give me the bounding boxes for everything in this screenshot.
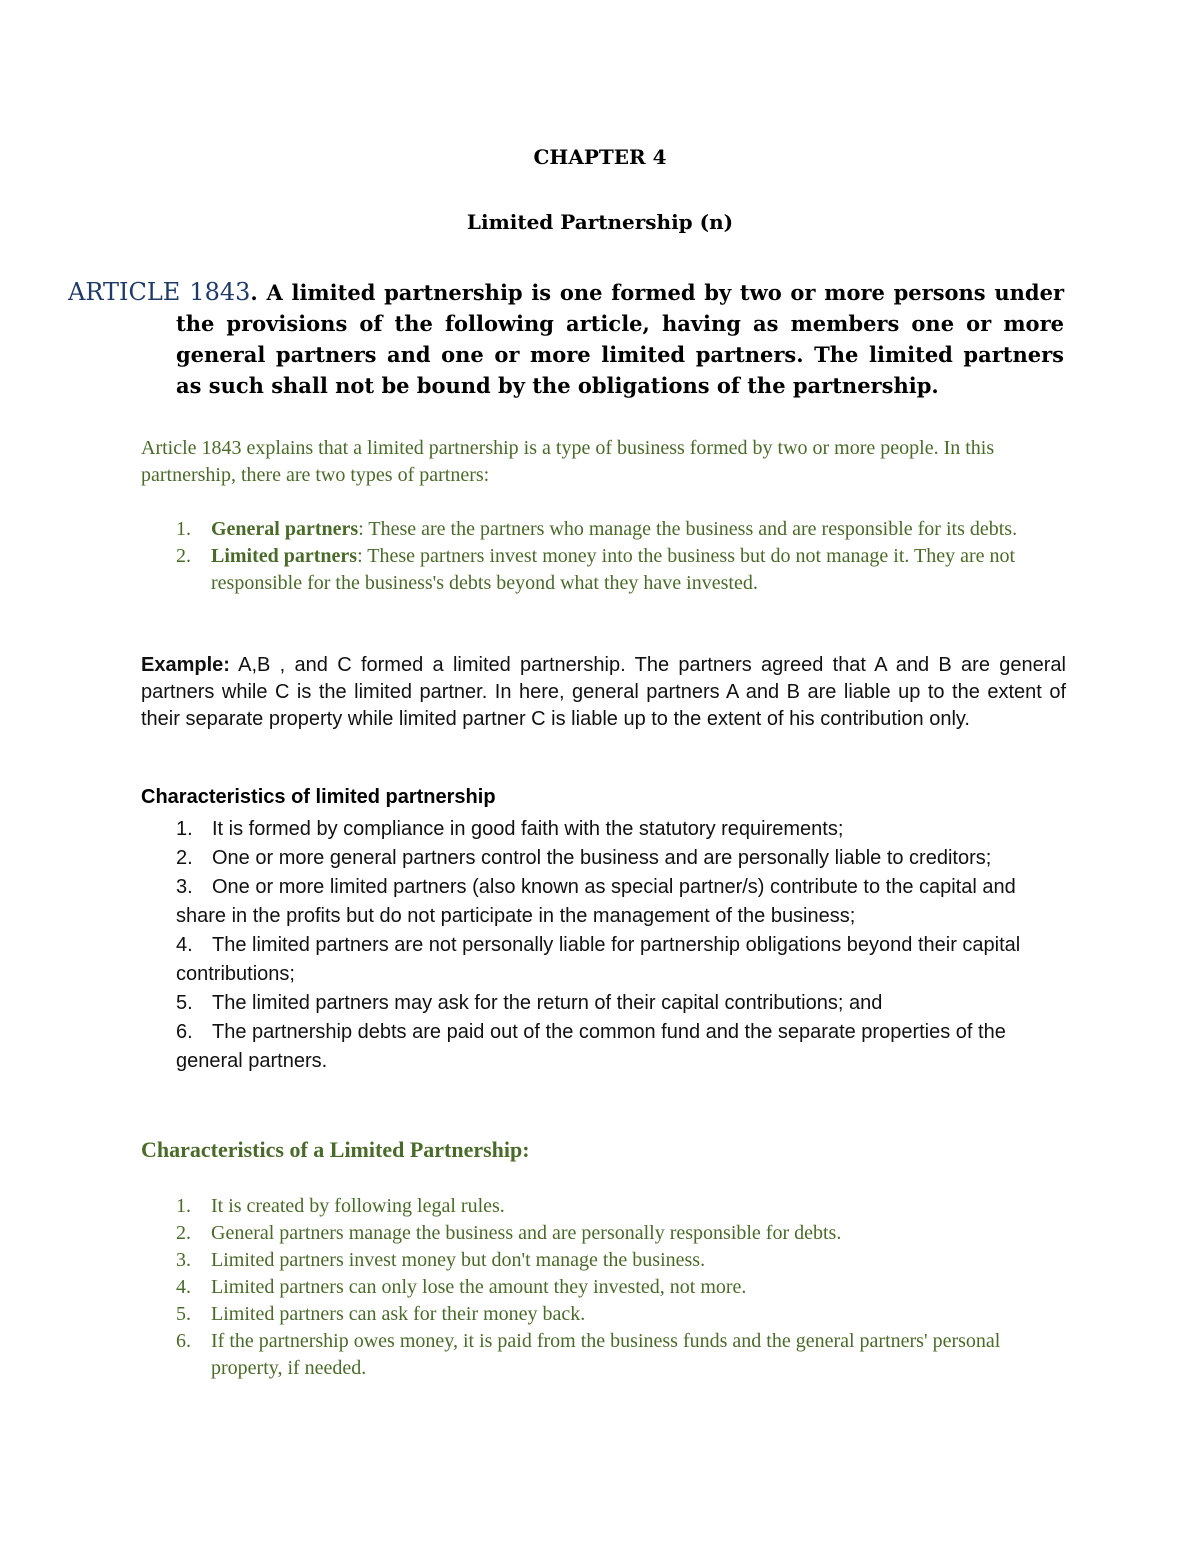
- article-explanation: Article 1843 explains that a limited partnership is a type of business formed by two or more people. In this partnership, there are two types of partners:: [141, 437, 995, 486]
- list-item: [141, 873, 1041, 931]
- list-item: [141, 844, 1041, 873]
- list-number: 4.: [176, 934, 193, 956]
- list-text: Limited partners invest money but don't manage the business.: [211, 1249, 706, 1271]
- chapter-subtitle: Limited Partnership (n): [466, 210, 734, 234]
- list-number: 2.: [176, 847, 193, 869]
- list-number: 5.: [176, 992, 193, 1014]
- example-label: Example:: [141, 654, 230, 676]
- list-number: 4.: [176, 1276, 191, 1298]
- list-text: The partnership debts are paid out of the common fund and the separate properties of the general partners.: [176, 1021, 1006, 1072]
- list-item: [141, 516, 1041, 543]
- list-number: 2.: [176, 545, 191, 567]
- list-number: 5.: [176, 1303, 191, 1325]
- article-number: ARTICLE 1843: [68, 278, 251, 306]
- list-item: [141, 543, 1041, 597]
- list-text: It is formed by compliance in good faith with the statutory requirements;: [212, 818, 844, 840]
- partner-desc: : These are the partners who manage the business and are responsible for its debts.: [358, 518, 1018, 540]
- characteristics-heading: Characteristics of limited partnership: [141, 786, 496, 808]
- list-text: General partners manage the business and are personally responsible for debts.: [211, 1222, 842, 1244]
- article-1843: [68, 277, 1064, 401]
- list-text: It is created by following legal rules.: [211, 1195, 505, 1217]
- list-item: [141, 989, 1041, 1018]
- article-text: . A limited partnership is one formed by two or more persons under the provisions of the following article, having as members one or more general partners and one or more limited partners. The limited partners as such shall not be bound by the obligations of the partnership.: [176, 280, 1065, 398]
- list-number: 1.: [176, 818, 193, 840]
- list-item: [141, 1274, 1061, 1301]
- list-number: 1.: [176, 518, 191, 540]
- list-item: [141, 931, 1041, 989]
- list-text: The limited partners may ask for the return of their capital contributions; and: [212, 992, 883, 1014]
- list-number: 3.: [176, 876, 193, 898]
- list-item: [141, 1328, 1061, 1382]
- list-number: 6.: [176, 1021, 193, 1043]
- list-text: One or more limited partners (also known as special partner/s) contribute to the capital and share in the profits but do not participate in the management of the business;: [176, 876, 1016, 927]
- list-text: One or more general partners control the business and are personally liable to creditors;: [212, 847, 992, 869]
- partner-term: Limited partners: [211, 545, 358, 567]
- list-number: 2.: [176, 1222, 191, 1244]
- list-item: [141, 1193, 1061, 1220]
- partner-types-list: [141, 516, 1041, 597]
- list-text: The limited partners are not personally liable for partnership obligations beyond their capital contributions;: [176, 934, 1021, 985]
- list-item: [141, 1301, 1061, 1328]
- simple-characteristics-heading: Characteristics of a Limited Partnership:: [141, 1137, 530, 1162]
- list-number: 6.: [176, 1330, 191, 1352]
- list-item: [141, 815, 1041, 844]
- chapter-title: CHAPTER 4: [533, 145, 667, 169]
- list-item: [141, 1247, 1061, 1274]
- list-item: [141, 1018, 1041, 1076]
- partner-desc: : These partners invest money into the business but do not manage it. They are not responsible for the business's debts beyond what they have invested.: [211, 545, 1016, 594]
- characteristics-list: [141, 815, 1041, 1076]
- simple-characteristics-list: [141, 1193, 1061, 1382]
- list-text: If the partnership owes money, it is paid from the business funds and the general partners' personal property, if needed.: [211, 1330, 1001, 1379]
- list-number: 3.: [176, 1249, 191, 1271]
- list-item: [141, 1220, 1061, 1247]
- example-text: A,B , and C formed a limited partnership. The partners agreed that A and B are general partners while C is the limited partner. In here, general partners A and B are liable up to the extent of their separate property while limited partner C is liable up to the extent of his contribution only.: [141, 654, 1066, 730]
- partner-term: General partners: [211, 518, 359, 540]
- example-paragraph: [141, 652, 1066, 733]
- list-text: Limited partners can ask for their money back.: [211, 1303, 586, 1325]
- list-text: Limited partners can only lose the amount they invested, not more.: [211, 1276, 747, 1298]
- list-number: 1.: [176, 1195, 191, 1217]
